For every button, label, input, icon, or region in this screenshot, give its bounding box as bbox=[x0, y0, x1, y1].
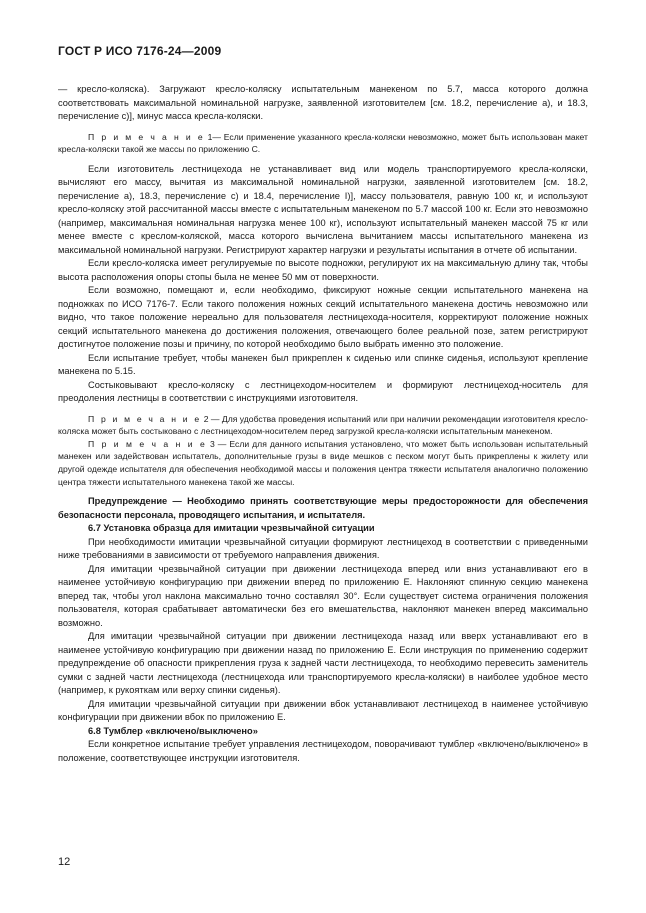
note-1 bbox=[58, 131, 588, 156]
paragraph-10: Для имитации чрезвычайной ситуации при движении вбок устанавливают лестницеход в наименее устойчивую конфигурации при движении вбок по приложению Е. bbox=[58, 698, 588, 723]
warning-paragraph: Предупреждение — Необходимо принять соответствующие меры предосторожности для обеспечения безопасности персонала, проводящего испытания, и испытателя. bbox=[58, 496, 588, 520]
paragraph-3: Если кресло-коляска имеет регулируемые по высоте подножки, регулируют их на максимальную длину так, чтобы высота расположения опоры стопы была не менее 50 мм от поверхности. bbox=[58, 258, 588, 282]
document-header: ГОСТ Р ИСО 7176-24—2009 bbox=[58, 44, 222, 58]
note-3-label: П р и м е ч а н и е bbox=[88, 438, 207, 449]
note-2 bbox=[58, 413, 588, 438]
paragraph-4: Если возможно, помещают и, если необходимо, фиксируют ножные секции испытательного манекена на подножках по ИСО 7176-7. Если такого положения ножных секций испытательного манекена достичь невозможно или видно, что такое положение нереально для пользователя лестницехода-носителя, корректируют положение ножных секций испытательного манекена до достижения положения, отвечающего более реальной позе, затем регистрируют достигнутое положение позы и причину, по которой необходимо было выбрать именно это положение. bbox=[58, 285, 588, 350]
paragraph-11: Если конкретное испытание требует управления лестницеходом, поворачивают тумблер «включено/выключено» в положение, соответствующее инструкции изготовителя. bbox=[58, 739, 588, 763]
paragraph-2: Если изготовитель лестницехода не устанавливает вид или модель транспортируемого кресла-коляски, вычисляют его массу, вычитая из максимальной номинальной нагрузки, заявленной изготовителем [см. 18.2, перечисление а), 18.3, перечисление с) и 18.4, перечисление I)], массу пользователя, равную 100 кг, и используют кресло-коляску этой рассчитанной массы вместе с испытательным манекеном по 5.7 массой 100 кг. Если это невозможно (например, максимальная номинальная нагрузка менее 100 кг), используют испытательный манекен массой 75 кг или менее вместе с креслом-коляской, масса которого вычислена вычитанием массы испытательного манекена из максимальной номинальной нагрузки. Регистрируют характер нагрузки и результаты испытания в отчете об испытании. bbox=[58, 163, 588, 255]
paragraph-7: При необходимости имитации чрезвычайной ситуации формируют лестницеход в соответствии с приведенными ниже требованиями в зависимости от требуемого направления движения. bbox=[58, 536, 588, 561]
document-body bbox=[58, 83, 588, 765]
paragraph-6: Состыковывают кресло-коляску с лестницеходом-носителем и формируют лестницеход-носитель для преодоления лестницы в соответствии с инструкциями изготовителя. bbox=[58, 379, 588, 404]
paragraph-5: Если испытание требует, чтобы манекен был прикреплен к сиденью или спинке сиденья, используют крепление манекена по 5.15. bbox=[58, 352, 588, 377]
paragraph-1: — кресло-коляска). Загружают кресло-коляску испытательным манекеном по 5.7, масса которого должна соответствовать максимальной номинальной нагрузке, заявленной изготовителем [см. 18.2, перечисление а), и 18.3, перечисление с)], минус масса кресла-коляски. bbox=[58, 84, 588, 121]
document-page bbox=[58, 44, 588, 765]
page-number: 12 bbox=[58, 856, 71, 868]
section-6-8-title: 6.8 Тумблер «включено/выключено» bbox=[88, 725, 258, 736]
note-2-label: П р и м е ч а н и е bbox=[88, 413, 202, 424]
note-2-text: 2 — Для удобства проведения испытаний или при наличии рекомендации изготовителя кресло-коляска может быть состыковано с лестницеходом-носителем перед загрузкой кресла-коляски испытательным манекеном. bbox=[58, 413, 588, 437]
note-3-text: 3 — Если для данного испытания установлено, что может быть использован испытательный манекен или задействован испытатель, дополнительные грузы в виде мешков с песком могут быть прикреплены к жилету или другой одежде испытателя для обеспечения необходимой массы и положения центра тяжести испытателя аналогично положению центра тяжести испытательного манекена такой же массы. bbox=[58, 438, 588, 487]
note-1-label: П р и м е ч а н и е bbox=[88, 131, 205, 142]
paragraph-9: Для имитации чрезвычайной ситуации при движении лестницехода назад или вверх устанавливают его в наименее устойчивую конфигурацию при движении назад по приложению Е. Если инструкция по применению содержит предупреждение об опасности прикрепления груза к задней части лестницехода, то необходимо перевесить заменитель сумки с задней части лестницехода (лестницехода или транспортируемого кресла-коляски) в наиболее удобное место (например, к рукояткам или верху спинки сиденья). bbox=[58, 631, 588, 696]
note-3 bbox=[58, 438, 588, 488]
section-6-7-title: 6.7 Установка образца для имитации чрезвычайной ситуации bbox=[88, 523, 375, 534]
note-1-text: 1— Если применение указанного кресла-коляски невозможно, может быть использован макет кресла-коляски такой же массы по приложению С. bbox=[58, 131, 588, 155]
paragraph-8: Для имитации чрезвычайной ситуации при движении лестницехода вперед или вниз устанавливают его в наименее устойчивую конфигурацию при движении вперед по приложению Е. Наклоняют спинную секцию манекена вперед так, чтобы угол наклона максимально точно составлял 30°. Если существует система ограничения положения пользователя, которая срабатывает автоматически без его вмешательства, наклоняют манекен вперед максимально возможно. bbox=[58, 563, 588, 628]
